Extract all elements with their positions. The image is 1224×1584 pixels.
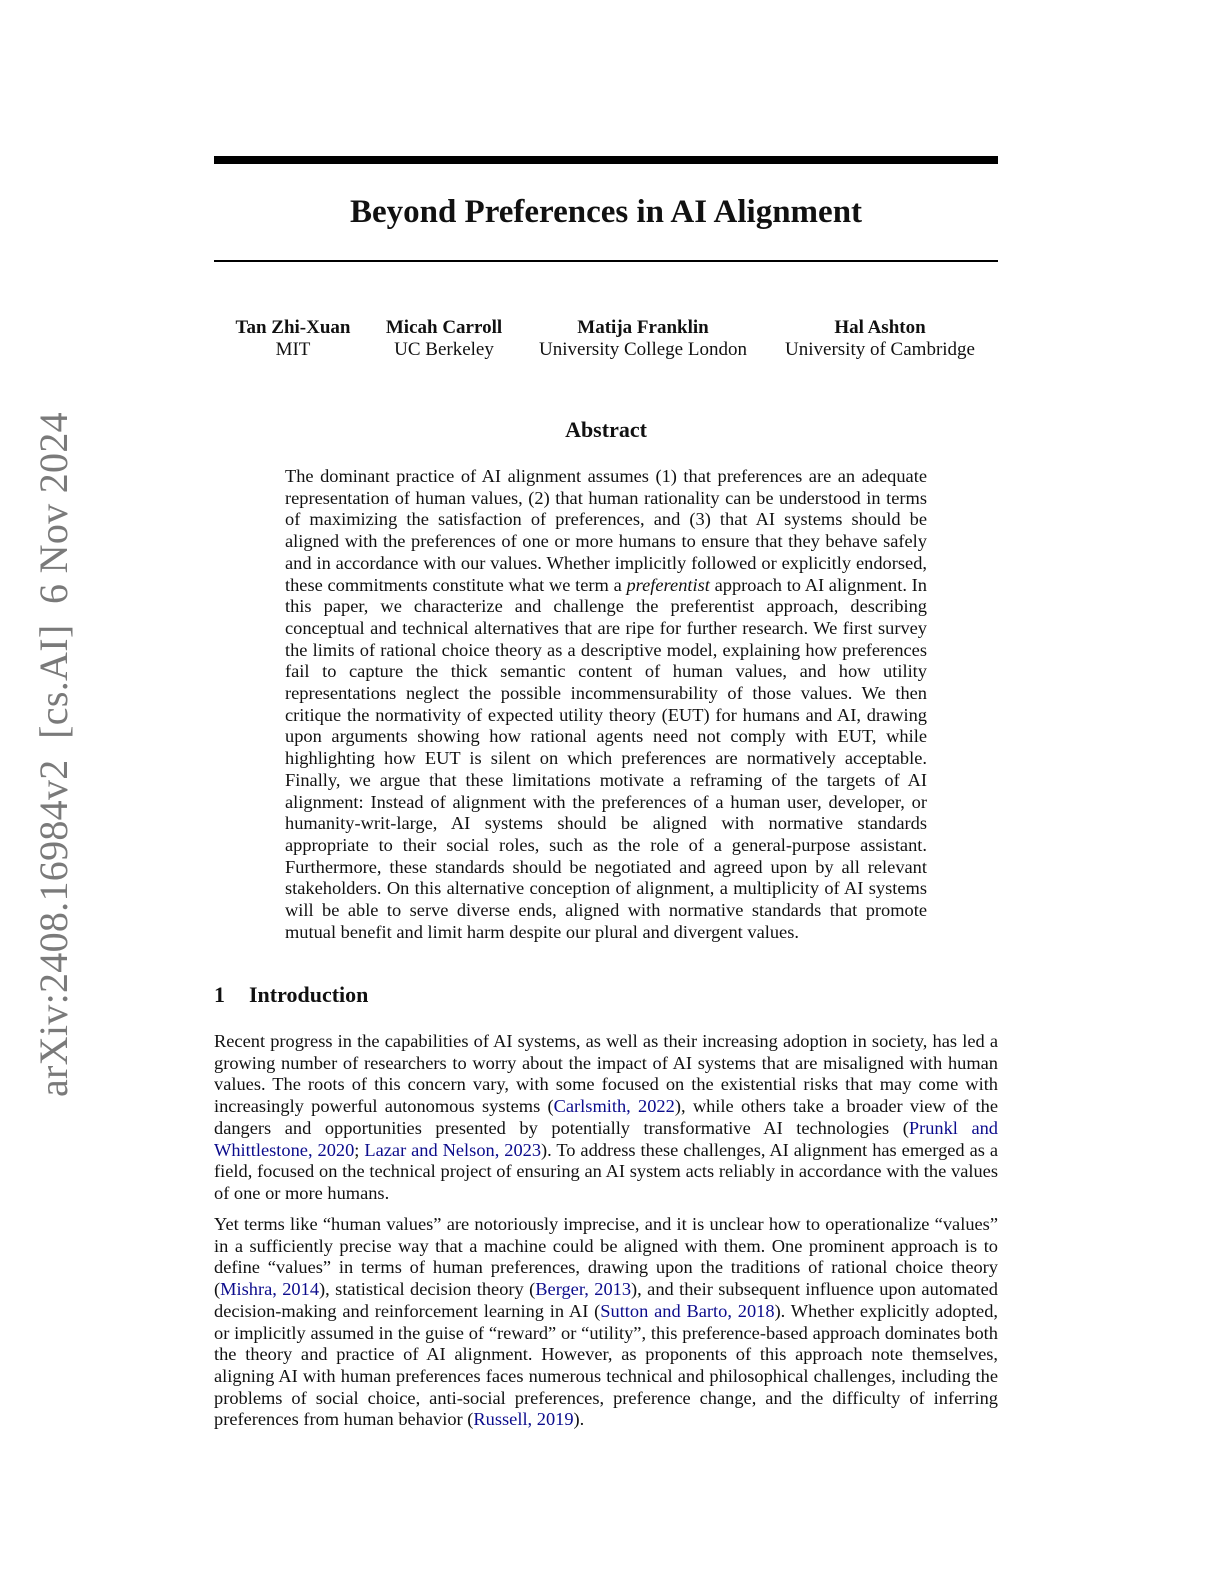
paragraph-text: ), while others take a broader view of the dangers and opportunities presented by potentially transformative AI technologies ( [214,1096,999,1138]
abstract-heading: Abstract [565,417,647,442]
citation-link[interactable]: Mishra, 2014 [220,1279,320,1300]
author-block [236,316,351,361]
author-affiliation: University of Cambridge [785,339,975,360]
author-list [214,316,998,366]
citation-link[interactable]: Lazar and Nelson, 2023 [364,1139,542,1160]
section-number: 1 [214,982,225,1007]
author-name: Micah Carroll [385,317,503,338]
intro-paragraph-2 [214,1214,998,1431]
author-affiliation: UC Berkeley [394,339,494,360]
author-name: Hal Ashton [834,317,926,338]
citation-link[interactable]: Prunkl and Whittlestone, 2020 [214,1117,998,1160]
author-block [386,316,502,361]
citation-link[interactable]: Carlsmith, 2022 [553,1096,675,1117]
title-bottom-rule [214,260,998,262]
paragraph-text: ). To address these challenges, AI alignment has emerged as a field, focused on the technical project of ensuring an AI system acts reliably in accordance with the values of one or more humans. [214,1139,998,1203]
author-name: Tan Zhi-Xuan [235,317,351,338]
paragraph-text: ). Whether explicitly adopted, or implicitly assumed in the guise of “reward” or “utility”, this preference-based approach dominates both the theory and practice of AI alignment. However, as proponents of this approach note themselves, aligning AI with human preferences faces numerous technical and philosophical challenges, including the problems of social choice, anti-social preferences, preference change, and the difficulty of inferring preferences from human behavior ( [214,1300,998,1430]
paragraph-text: ; [354,1139,365,1160]
section-title: Introduction [249,982,369,1007]
arxiv-stamp: arXiv:2408.16984v2 [cs.AI] 6 Nov 2024 [31,412,76,1097]
paragraph-text: ). [573,1409,585,1430]
paragraph-text: Recent progress in the capabilities of AI systems, as well as their increasing adoption in society, has led a growing number of researchers to worry about the impact of AI systems that are misaligned with human values. The roots of this concern vary, with some focused on the existential risks that may come with increasingly powerful autonomous systems ( [214,1031,998,1117]
intro-paragraph-1 [214,1031,998,1205]
author-affiliation: MIT [275,339,311,360]
paragraph-text: Yet terms like “human values” are notoriously imprecise, and it is unclear how to operationalize “values” in a sufficiently precise way that a machine could be aligned with them. One prominent approach is to define “values” in terms of human preferences, drawing upon the traditions of rational choice theory ( [214,1214,998,1300]
author-block [785,316,975,361]
citation-link[interactable]: Sutton and Barto, 2018 [600,1300,775,1321]
author-affiliation: University College London [539,339,747,360]
citation-link[interactable]: Berger, 2013 [535,1279,632,1300]
abstract-text-part: approach to AI alignment. In this paper, we characterize and challenge the preferentist approach, describing conceptual and technical alternatives that are ripe for further research. We first survey the limits of rational choice theory as a descriptive model, explaining how preferences fail to capture the thick semantic content of human values, and how utility representations neglect the possible incommensurability of those values. We then critique the normativity of expected utility theory (EUT) for humans and AI, drawing upon arguments showing how rational agents need not comply with EUT, while highlighting how EUT is silent on which preferences are normatively acceptable. Finally, we argue that these limitations motivate a reframing of the targets of AI alignment: Instead of alignment with the preferences of a human user, developer, or humanity-writ-large, AI systems should be aligned with normative standards appropriate to their social roles, such as the role of a general-purpose assistant. Furthermore, these standards should be negotiated and agreed upon by all relevant stakeholders. On this alternative conception of alignment, a multiplicity of AI systems will be able to serve diverse ends, aligned with normative standards that promote mutual benefit and limit harm despite our plural and divergent values. [285,574,927,942]
abstract-text [285,466,927,943]
paragraph-text: ), statistical decision theory ( [319,1279,536,1300]
abstract-text-part: The dominant practice of AI alignment assumes (1) that preferences are an adequate representation of human values, (2) that human rationality can be understood in terms of maximizing the satisfaction of preferences, and (3) that AI systems should be aligned with the preferences of one or more humans to ensure that they behave safely and in accordance with our values. Whether implicitly followed or explicitly endorsed, these commitments constitute what we term a [285,466,927,595]
section-heading [214,981,368,1009]
paragraph-text: ), and their subsequent influence upon automated decision-making and reinforcement learning in AI ( [214,1279,999,1321]
abstract-emphasis: preferentist [626,574,710,595]
author-block [539,316,747,361]
paper-title: Beyond Preferences in AI Alignment [349,194,863,230]
citation-link[interactable]: Russell, 2019 [473,1409,574,1430]
author-name: Matija Franklin [577,317,709,338]
title-top-rule [214,156,998,164]
